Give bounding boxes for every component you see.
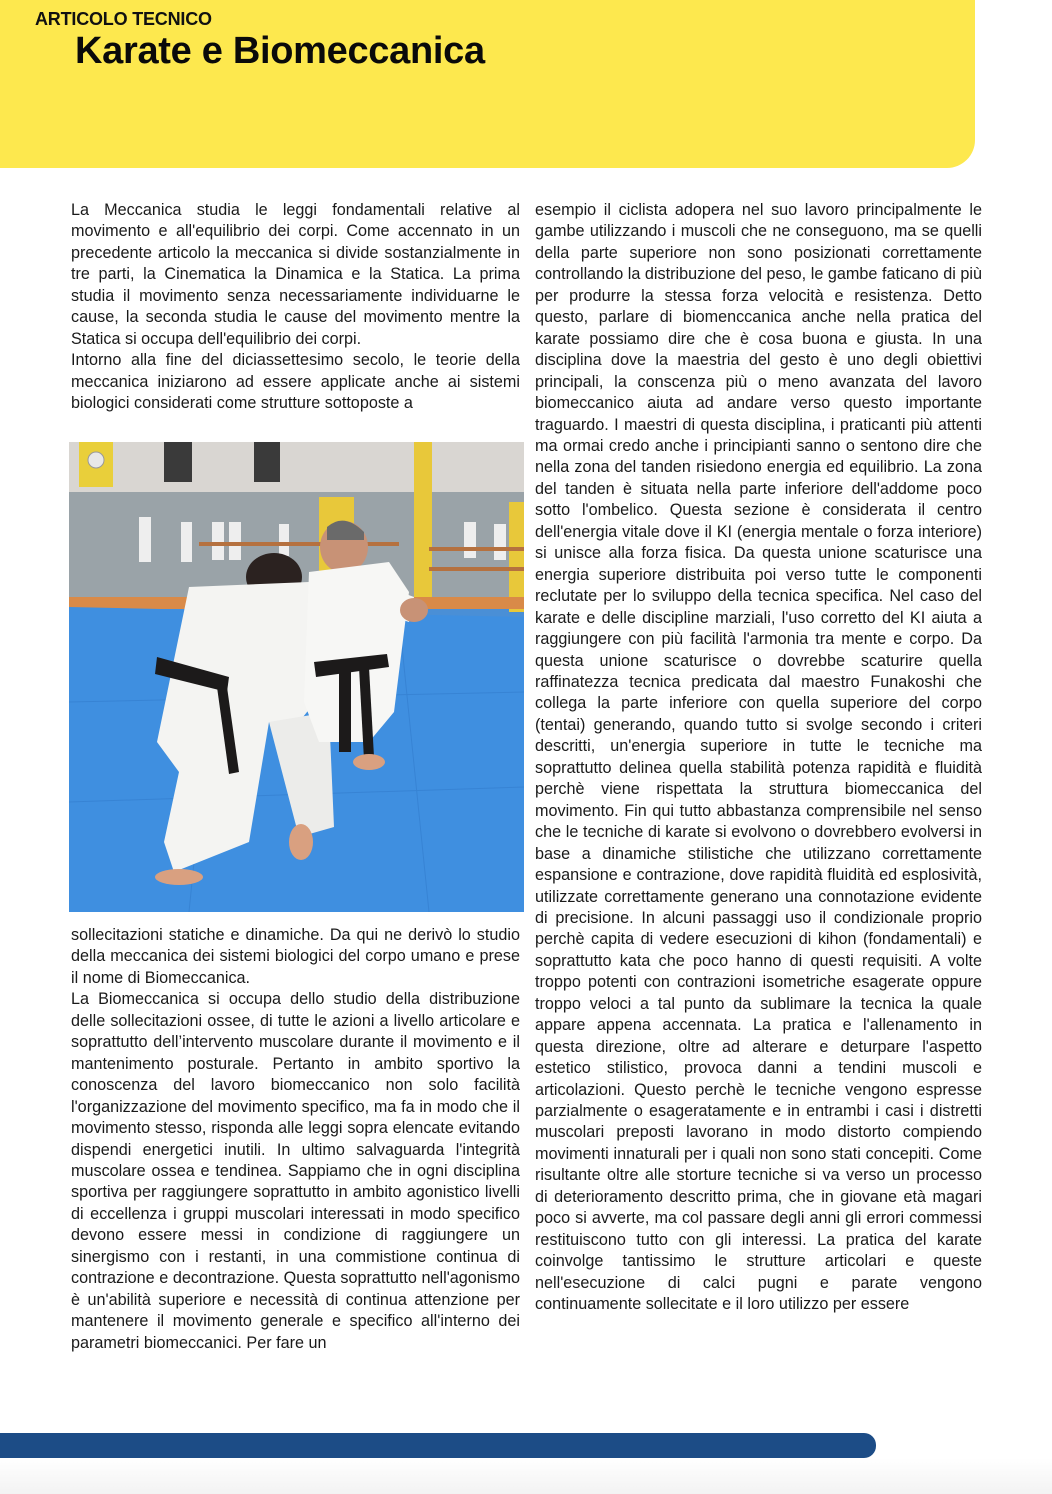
header-banner xyxy=(0,0,975,168)
article-title: Karate e Biomeccanica xyxy=(75,30,485,72)
karate-photo xyxy=(69,442,524,912)
karate-photo-illustration xyxy=(69,442,524,912)
paragraph: La Meccanica studia le leggi fondamentali relative al movimento e all'equilibrio dei corpi. Come accennato in un precedente articolo la meccanica si divide sostanzialmente in tre parti, la Cinematica la Dinamica e la Statica. La prima studia il movimento senza necessariamente individuarne le cause, la seconda studia le cause del movimento mentre la Statica si occupa dell'equilibrio dei corpi. xyxy=(71,201,520,348)
paragraph: Intorno alla fine del diciassettesimo secolo, le teorie della meccanica iniziarono ad essere applicate anche ai sistemi biologici considerati come strutture sottoposte a xyxy=(71,351,520,413)
paragraph: sollecitazioni statiche e dinamiche. Da qui ne derivò lo studio della meccanica dei sistemi biologici del corpo umano e prese il nome di Biomeccanica. xyxy=(71,926,520,987)
footer-background xyxy=(0,1458,1052,1494)
article-column-left-bottom xyxy=(71,925,520,1354)
paragraph: La Biomeccanica si occupa dello studio della distribuzione delle sollecitazioni ossee, di tutte le azioni a livello articolare e soprattutto dell’intervento muscolare durante il movimento e il mantenimento posturale. Pertanto in ambito sportivo la conoscenza del lavoro biomeccanico non solo facilità l'organizzazione del movimento specifico, ma fa in modo che il movimento stesso, risponda alle leggi sopra elencate evitando dispendi energetici inutili. In ultimo salvaguarda l'integrità muscolare ossea e tendinea. Sappiamo che in ogni disciplina sportiva per raggiungere soprattutto in ambito agonistico livelli di eccellenza i gruppi muscolari interessati in modo specifico devono essere messi in condizione di raggiungere un sinergismo con i restanti, in una commistione continua di contrazione e decontrazione. Questa soprattutto nell'agonismo è un'abilità superiore e necessità di continua attenzione per mantenere il movimento generale e specifico all'interno dei parametri biomeccanici. Per fare un xyxy=(71,990,520,1352)
footer-bar xyxy=(0,1433,876,1458)
article-column-right xyxy=(535,200,982,1316)
section-kicker: ARTICOLO TECNICO xyxy=(35,9,212,29)
article-column-left-top xyxy=(71,200,520,415)
paragraph: esempio il ciclista adopera nel suo lavoro principalmente le gambe utilizzando i muscoli che ne conseguono, ma se quelli della parte superiore non sono posizionati correttamente controllando la distribuzione del peso, le gambe faticano di più per produrre la stessa forza velocità e resistenza. Detto questo, parlare di biomenccanica anche nella pratica del karate possiamo dire che è cosa buona e giusta. In una disciplina dove la maestria del gesto è uno degli obiettivi principali, la conscenza più o meno avanzata del lavoro biomeccanico aiuta ad andare verso questo importante traguardo. I maestri di questa disciplina, i praticanti più attenti ma ormai credo anche i principianti sanno o sentono dire che nella zona del tanden risiedono energia ed equilibrio. La zona del tanden è situata nella parte inferiore dell'addome poco sotto l'ombelico. Questa sezione è considerata il centro dell'energia vitale dove il KI (energia mentale o forza interiore) si unisce alla forza fisica. Da questa unione scaturisce una energia superiore distribuita poi verso tutte le componenti reclutate per lo sviluppo della tecnica specifica. Nel caso del karate e delle discipline marziali, l'uso corretto del KI aiuta a raggiungere con più facilità l'armonia tra mente e corpo. Da questa unione scaturisce o dovrebbe scaturire quella raffinatezza tecnica predicata dal maestro Funakoshi che collega la parte inferiore con quella superiore del corpo (tentai) generando, quando tutto si svolge secondo i criteri descritti, un'energia superiore in tutte le tecniche ma soprattutto delinea quella stabilità potenza rapidità e fluidità perchè viene rispettata la struttura biomeccanica del movimento. Fin qui tutto abbastanza comprensibile nel senso che le tecniche di karate si evolvono o dovrebbero evolversi in base a dinamiche stilistiche che utilizzano correttamente espansione e contrazione, dove rapidità fluidità ed esplosività, utilizzate correttamente generano una connotazione evidente di precisione. In alcuni passaggi uso il condizionale proprio perchè capita di vedere esecuzioni di kihon (fondamentali) e soprattutto kata che poco hanno di questi requisiti. A volte troppo potenti con contrazioni isometriche esagerate oppure troppo veloci a tal punto da sublimare la tecnica la quale appare appena accennata. La pratica e l'allenamento in questa direzione, oltre ad alterare e deturpare l'aspetto estetico stilistico, provoca danni a tendini muscoli e articolazioni. Questo perchè le tecniche vengono espresse parzialmente o esageratamente e in entrambi i casi i distretti muscolari preposti lavorano in modo distorto compiendo movimenti innaturali per i quali non sono stati concepiti. Come risultante oltre alle storture tecniche si va verso un processo di deterioramento descritto prima, che in giovane età magari poco si avverte, ma col passare degli anni gli errori commessi restituiscono tutto con gli interessi. La pratica del karate coinvolge tantissimo le strutture articolari e queste nell'esecuzione di calci pugni e parate vengono continuamente sollecitate e il loro utilizzo per essere xyxy=(535,201,982,1314)
